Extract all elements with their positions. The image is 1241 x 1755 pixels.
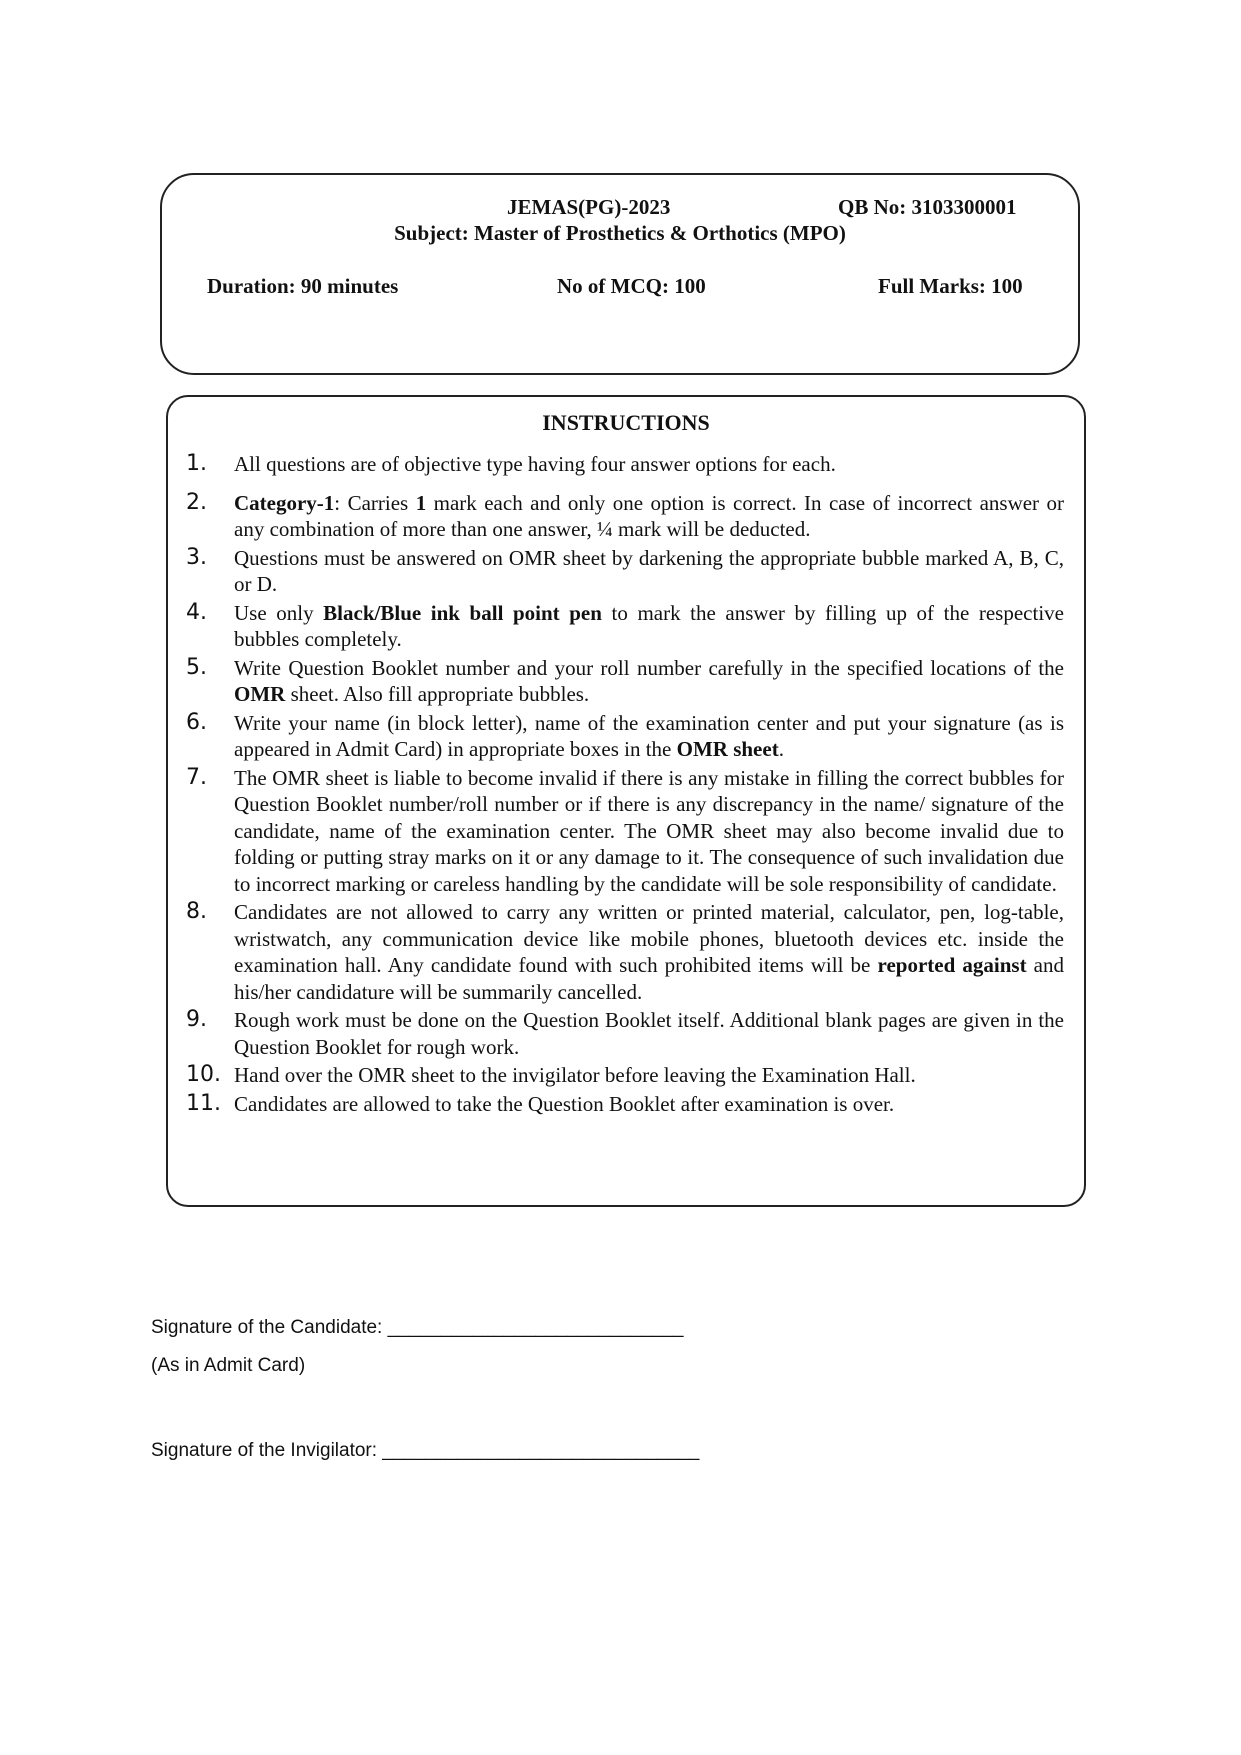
instruction-number: 5. xyxy=(186,654,207,680)
instruction-emphasis: OMR sheet xyxy=(676,737,779,761)
instruction-item xyxy=(186,1091,1064,1118)
instruction-number: 10. xyxy=(186,1062,221,1087)
instruction-item xyxy=(186,765,1064,898)
instructions-title: INSTRUCTIONS xyxy=(542,410,710,435)
instruction-text xyxy=(234,600,1064,653)
full-marks: Full Marks: 100 xyxy=(878,274,1023,298)
instruction-text-part: The OMR sheet is liable to become invalid if there is any mistake in filling the correct bubbles for Question Booklet number/roll number or if there is any discrepancy in the name/ signature of the candidate, name of the examination center. The OMR sheet may also become invalid due to folding or putting stray marks on it or any damage to it. The consequence of such invalidation due to incorrect marking or careless handling by the candidate will be sole responsibility of candidate. xyxy=(234,765,1064,896)
instruction-text xyxy=(234,765,1064,898)
instruction-item xyxy=(186,451,1064,478)
instruction-item xyxy=(186,600,1064,653)
instruction-text-part: Rough work must be done on the Question Booklet itself. Additional blank pages are given in the Question Booklet for rough work. xyxy=(234,1008,1064,1059)
candidate-signature-line: Signature of the Candidate: ____________________________ xyxy=(151,1317,684,1338)
exam-header-box xyxy=(160,173,1080,375)
instructions-list xyxy=(186,451,1064,1119)
instruction-text-part: All questions are of objective type having four answer options for each. xyxy=(234,452,836,476)
instruction-number: 6. xyxy=(186,709,207,735)
instruction-emphasis: reported against xyxy=(877,953,1027,977)
instruction-text-part: mark each and only one option is correct. In case of incorrect answer or any combination of more than one answer, ¼ mark will be deducted. xyxy=(234,490,1064,541)
mcq-count: No of MCQ: 100 xyxy=(557,274,706,298)
instruction-item xyxy=(186,1062,1064,1089)
instruction-text xyxy=(234,1007,1064,1060)
instruction-text xyxy=(234,451,1064,478)
instruction-text xyxy=(234,490,1064,543)
instruction-item xyxy=(186,655,1064,708)
instruction-text-part: : Carries xyxy=(334,490,416,515)
instruction-number: 4. xyxy=(186,599,207,625)
instruction-text-part: Hand over the OMR sheet to the invigilator before leaving the Examination Hall. xyxy=(234,1063,916,1087)
instruction-number: 7. xyxy=(186,764,207,790)
instruction-text xyxy=(234,710,1064,763)
instruction-text-part: Write Question Booklet number and your roll number carefully in the specified locations of the xyxy=(234,655,1064,680)
instruction-number: 2. xyxy=(186,489,207,515)
instruction-emphasis: Black/Blue ink ball point pen xyxy=(323,600,602,625)
qb-number: QB No: 3103300001 xyxy=(838,195,1017,219)
candidate-signature-note: (As in Admit Card) xyxy=(151,1355,306,1376)
instructions-box xyxy=(166,395,1086,1207)
instruction-text xyxy=(234,545,1064,598)
instruction-text-part: Write your name (in block letter), name of the examination center and put your signature (as is appeared in Admit Card) in appropriate boxes in the xyxy=(234,710,1064,761)
instruction-text-part: and his/her candidature will be summarily cancelled. xyxy=(234,953,1065,1004)
instruction-text-part: . xyxy=(778,737,784,761)
instruction-number: 1. xyxy=(186,451,207,476)
instruction-item xyxy=(186,545,1064,598)
instruction-item xyxy=(186,710,1064,763)
exam-name: JEMAS(PG)-2023 xyxy=(507,195,671,219)
instruction-text xyxy=(234,1091,1064,1118)
instruction-emphasis: Category-1 xyxy=(234,490,335,515)
invigilator-signature-line: Signature of the Invigilator: ______________________________ xyxy=(151,1440,700,1461)
instruction-text-part: to mark the answer by filling up of the respective bubbles completely. xyxy=(234,600,1064,651)
duration: Duration: 90 minutes xyxy=(207,274,399,298)
instruction-number: 9. xyxy=(186,1007,207,1032)
instruction-number: 3. xyxy=(186,544,207,570)
instruction-item xyxy=(186,1007,1064,1060)
subject-line: Subject: Master of Prosthetics & Orthotics (MPO) xyxy=(394,221,846,245)
instruction-text-part: Use only xyxy=(234,600,324,625)
instruction-item xyxy=(186,490,1064,543)
instruction-emphasis: 1 xyxy=(415,490,427,515)
instruction-text xyxy=(234,899,1064,1005)
instruction-text xyxy=(234,655,1064,708)
instruction-text-part: Questions must be answered on OMR sheet by darkening the appropriate bubble marked A, B, C, or D. xyxy=(234,545,1064,596)
instruction-number: 8. xyxy=(186,899,207,924)
instruction-text-part: Candidates are allowed to take the Question Booklet after examination is over. xyxy=(234,1091,895,1116)
instruction-emphasis: OMR xyxy=(234,682,286,706)
instruction-text-part: sheet. Also fill appropriate bubbles. xyxy=(285,682,590,706)
instruction-text xyxy=(234,1062,1064,1089)
instruction-item xyxy=(186,899,1064,1005)
instruction-text-part: Candidates are not allowed to carry any written or printed material, calculator, pen, log-table, wristwatch, any communication device like mobile phones, bluetooth devices etc. inside the examination hall. Any candidate found with such prohibited items will be xyxy=(234,900,1064,977)
instruction-number: 11. xyxy=(186,1090,221,1116)
